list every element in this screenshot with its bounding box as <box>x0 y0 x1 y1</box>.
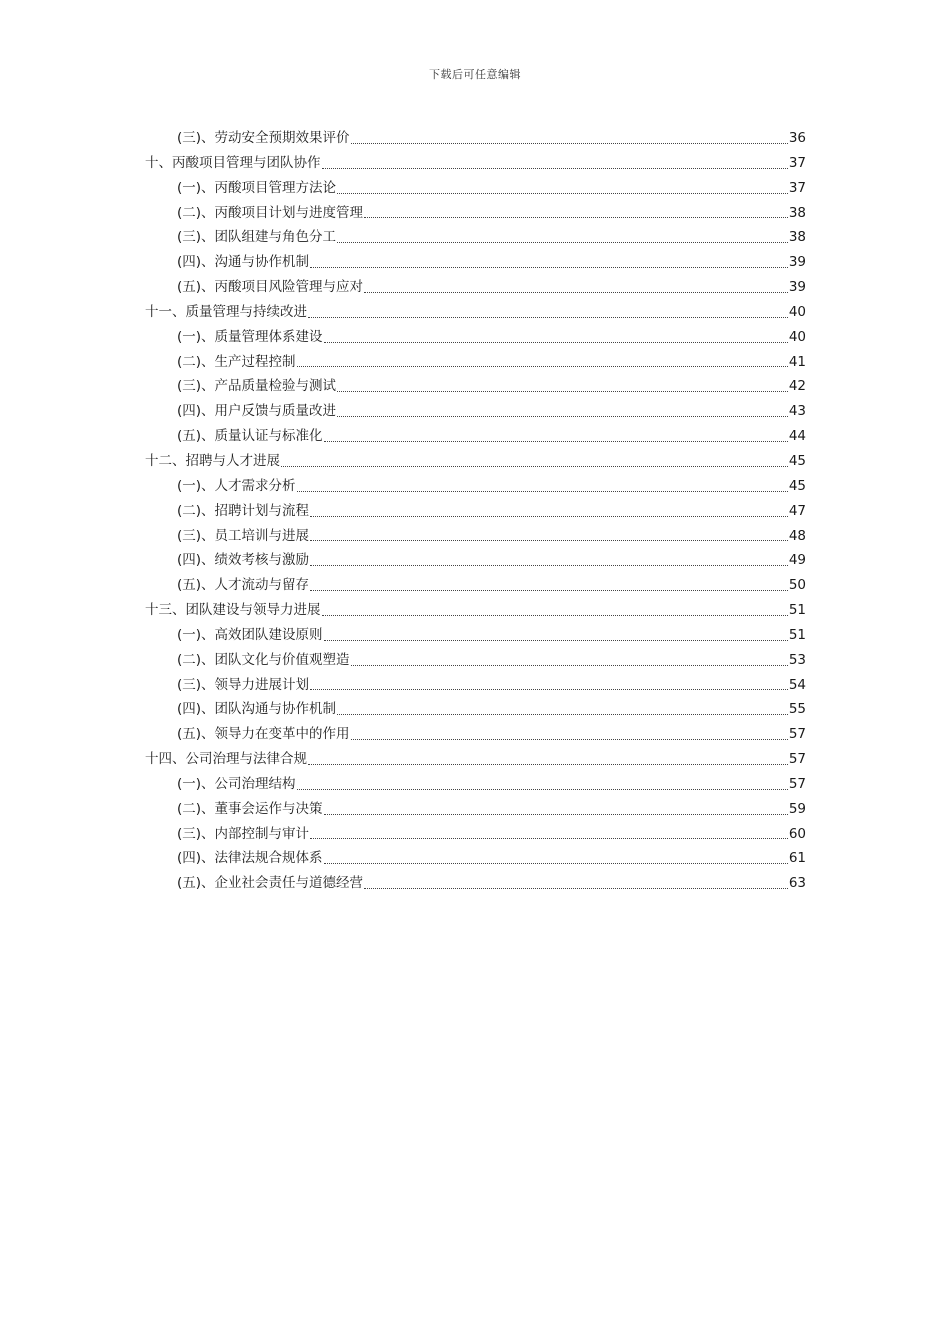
toc-entry-label: (二)、团队文化与价值观塑造 <box>177 651 350 668</box>
toc-dot-leader <box>310 589 788 591</box>
toc-page-number: 42 <box>788 378 806 395</box>
toc-section-entry[interactable] <box>145 399 806 424</box>
toc-entry-label: (一)、质量管理体系建设 <box>177 328 323 345</box>
toc-page-number: 63 <box>788 875 806 892</box>
toc-section-entry[interactable] <box>145 374 806 399</box>
toc-chapter-entry[interactable] <box>145 598 806 623</box>
toc-page-number: 49 <box>788 552 806 569</box>
toc-page-number: 57 <box>788 726 806 743</box>
toc-page-number: 44 <box>788 428 806 445</box>
table-of-contents <box>145 126 806 896</box>
toc-entry-label: (一)、人才需求分析 <box>177 477 296 494</box>
toc-entry-label: (四)、法律法规合规体系 <box>177 850 323 867</box>
toc-dot-leader <box>308 763 788 765</box>
toc-dot-leader <box>310 515 788 517</box>
toc-entry-label: (三)、内部控制与审计 <box>177 825 310 842</box>
toc-dot-leader <box>324 341 788 343</box>
toc-entry-label: (一)、高效团队建设原则 <box>177 626 323 643</box>
toc-dot-leader <box>310 564 788 566</box>
toc-chapter-entry[interactable] <box>145 449 806 474</box>
toc-section-entry[interactable] <box>145 499 806 524</box>
toc-dot-leader <box>324 639 788 641</box>
toc-dot-leader <box>322 167 788 169</box>
toc-chapter-entry[interactable] <box>145 747 806 772</box>
toc-page-number: 57 <box>788 775 806 792</box>
toc-dot-leader <box>351 664 788 666</box>
toc-section-entry[interactable] <box>145 722 806 747</box>
toc-entry-label: (二)、生产过程控制 <box>177 353 296 370</box>
toc-entry-label: 十三、团队建设与领导力进展 <box>145 602 321 619</box>
toc-entry-label: (三)、员工培训与进展 <box>177 527 310 544</box>
toc-dot-leader <box>351 142 788 144</box>
toc-dot-leader <box>364 291 788 293</box>
toc-entry-label: 十四、公司治理与法律合规 <box>145 751 307 768</box>
toc-section-entry[interactable] <box>145 573 806 598</box>
toc-entry-label: (四)、团队沟通与协作机制 <box>177 701 337 718</box>
toc-page-number: 39 <box>788 279 806 296</box>
toc-page-number: 40 <box>788 328 806 345</box>
toc-section-entry[interactable] <box>145 176 806 201</box>
toc-chapter-entry[interactable] <box>145 300 806 325</box>
toc-section-entry[interactable] <box>145 623 806 648</box>
toc-dot-leader <box>322 614 788 616</box>
toc-section-entry[interactable] <box>145 797 806 822</box>
toc-page-number: 50 <box>788 577 806 594</box>
toc-entry-label: (四)、绩效考核与激励 <box>177 552 310 569</box>
toc-dot-leader <box>324 813 788 815</box>
toc-section-entry[interactable] <box>145 126 806 151</box>
toc-dot-leader <box>297 788 788 790</box>
toc-page-number: 61 <box>788 850 806 867</box>
toc-entry-label: (二)、丙酸项目计划与进度管理 <box>177 204 364 221</box>
toc-page-number: 45 <box>788 452 806 469</box>
toc-entry-label: 十一、质量管理与持续改进 <box>145 303 307 320</box>
toc-section-entry[interactable] <box>145 225 806 250</box>
toc-page-number: 43 <box>788 403 806 420</box>
toc-dot-leader <box>351 738 788 740</box>
toc-dot-leader <box>337 241 788 243</box>
toc-page-number: 38 <box>788 204 806 221</box>
page-header: 下载后可任意编辑 <box>429 68 521 81</box>
toc-dot-leader <box>310 539 788 541</box>
toc-entry-label: (三)、产品质量检验与测试 <box>177 378 337 395</box>
toc-page-number: 51 <box>788 602 806 619</box>
toc-entry-label: (四)、用户反馈与质量改进 <box>177 403 337 420</box>
toc-dot-leader <box>310 688 788 690</box>
toc-page-number: 41 <box>788 353 806 370</box>
toc-dot-leader <box>297 490 788 492</box>
toc-entry-label: (一)、公司治理结构 <box>177 775 296 792</box>
toc-dot-leader <box>297 365 788 367</box>
toc-page-number: 54 <box>788 676 806 693</box>
toc-entry-label: (三)、劳动安全预期效果评价 <box>177 130 350 146</box>
toc-entry-label: (五)、丙酸项目风险管理与应对 <box>177 279 364 296</box>
toc-entry-label: (二)、招聘计划与流程 <box>177 502 310 519</box>
toc-entry-label: (五)、人才流动与留存 <box>177 577 310 594</box>
toc-section-entry[interactable] <box>145 250 806 275</box>
toc-page-number: 40 <box>788 303 806 320</box>
toc-page-number: 53 <box>788 651 806 668</box>
toc-page-number: 45 <box>788 477 806 494</box>
toc-entry-label: (三)、团队组建与角色分工 <box>177 229 337 246</box>
toc-dot-leader <box>324 862 788 864</box>
toc-dot-leader <box>337 390 788 392</box>
toc-section-entry[interactable] <box>145 846 806 871</box>
toc-dot-leader <box>281 465 788 467</box>
toc-entry-label: (一)、丙酸项目管理方法论 <box>177 179 337 196</box>
toc-page-number: 57 <box>788 751 806 768</box>
toc-chapter-entry[interactable] <box>145 151 806 176</box>
toc-dot-leader <box>337 713 788 715</box>
toc-section-entry[interactable] <box>145 524 806 549</box>
toc-dot-leader <box>324 440 788 442</box>
toc-entry-label: (四)、沟通与协作机制 <box>177 254 310 271</box>
toc-section-entry[interactable] <box>145 772 806 797</box>
toc-entry-label: 十、丙酸项目管理与团队协作 <box>145 154 321 171</box>
toc-page-number: 60 <box>788 825 806 842</box>
toc-section-entry[interactable] <box>145 822 806 847</box>
toc-page-number: 38 <box>788 229 806 246</box>
toc-entry-label: (五)、企业社会责任与道德经营 <box>177 875 364 892</box>
toc-dot-leader <box>337 192 788 194</box>
toc-section-entry[interactable] <box>145 673 806 698</box>
toc-section-entry[interactable] <box>145 474 806 499</box>
toc-section-entry[interactable] <box>145 201 806 226</box>
toc-page-number: 51 <box>788 626 806 643</box>
toc-dot-leader <box>337 415 788 417</box>
toc-section-entry[interactable] <box>145 350 806 375</box>
toc-page-number: 37 <box>788 179 806 196</box>
toc-section-entry[interactable] <box>145 325 806 350</box>
toc-dot-leader <box>364 216 788 218</box>
toc-page-number: 39 <box>788 254 806 271</box>
toc-page-number: 55 <box>788 701 806 718</box>
toc-section-entry[interactable] <box>145 424 806 449</box>
toc-entry-label: (五)、质量认证与标准化 <box>177 428 323 445</box>
toc-dot-leader <box>310 266 788 268</box>
toc-page-number: 59 <box>788 800 806 817</box>
toc-page-number: 36 <box>788 130 806 146</box>
toc-section-entry[interactable] <box>145 275 806 300</box>
toc-entry-label: (三)、领导力进展计划 <box>177 676 310 693</box>
toc-section-entry[interactable] <box>145 648 806 673</box>
toc-dot-leader <box>308 316 788 318</box>
toc-entry-label: (二)、董事会运作与决策 <box>177 800 323 817</box>
toc-dot-leader <box>364 887 788 889</box>
toc-entry-label: 十二、招聘与人才进展 <box>145 452 280 469</box>
toc-dot-leader <box>310 837 788 839</box>
toc-page-number: 37 <box>788 154 806 171</box>
toc-section-entry[interactable] <box>145 697 806 722</box>
toc-page-number: 47 <box>788 502 806 519</box>
toc-section-entry[interactable] <box>145 871 806 896</box>
toc-entry-label: (五)、领导力在变革中的作用 <box>177 726 350 743</box>
toc-page-number: 48 <box>788 527 806 544</box>
toc-section-entry[interactable] <box>145 548 806 573</box>
